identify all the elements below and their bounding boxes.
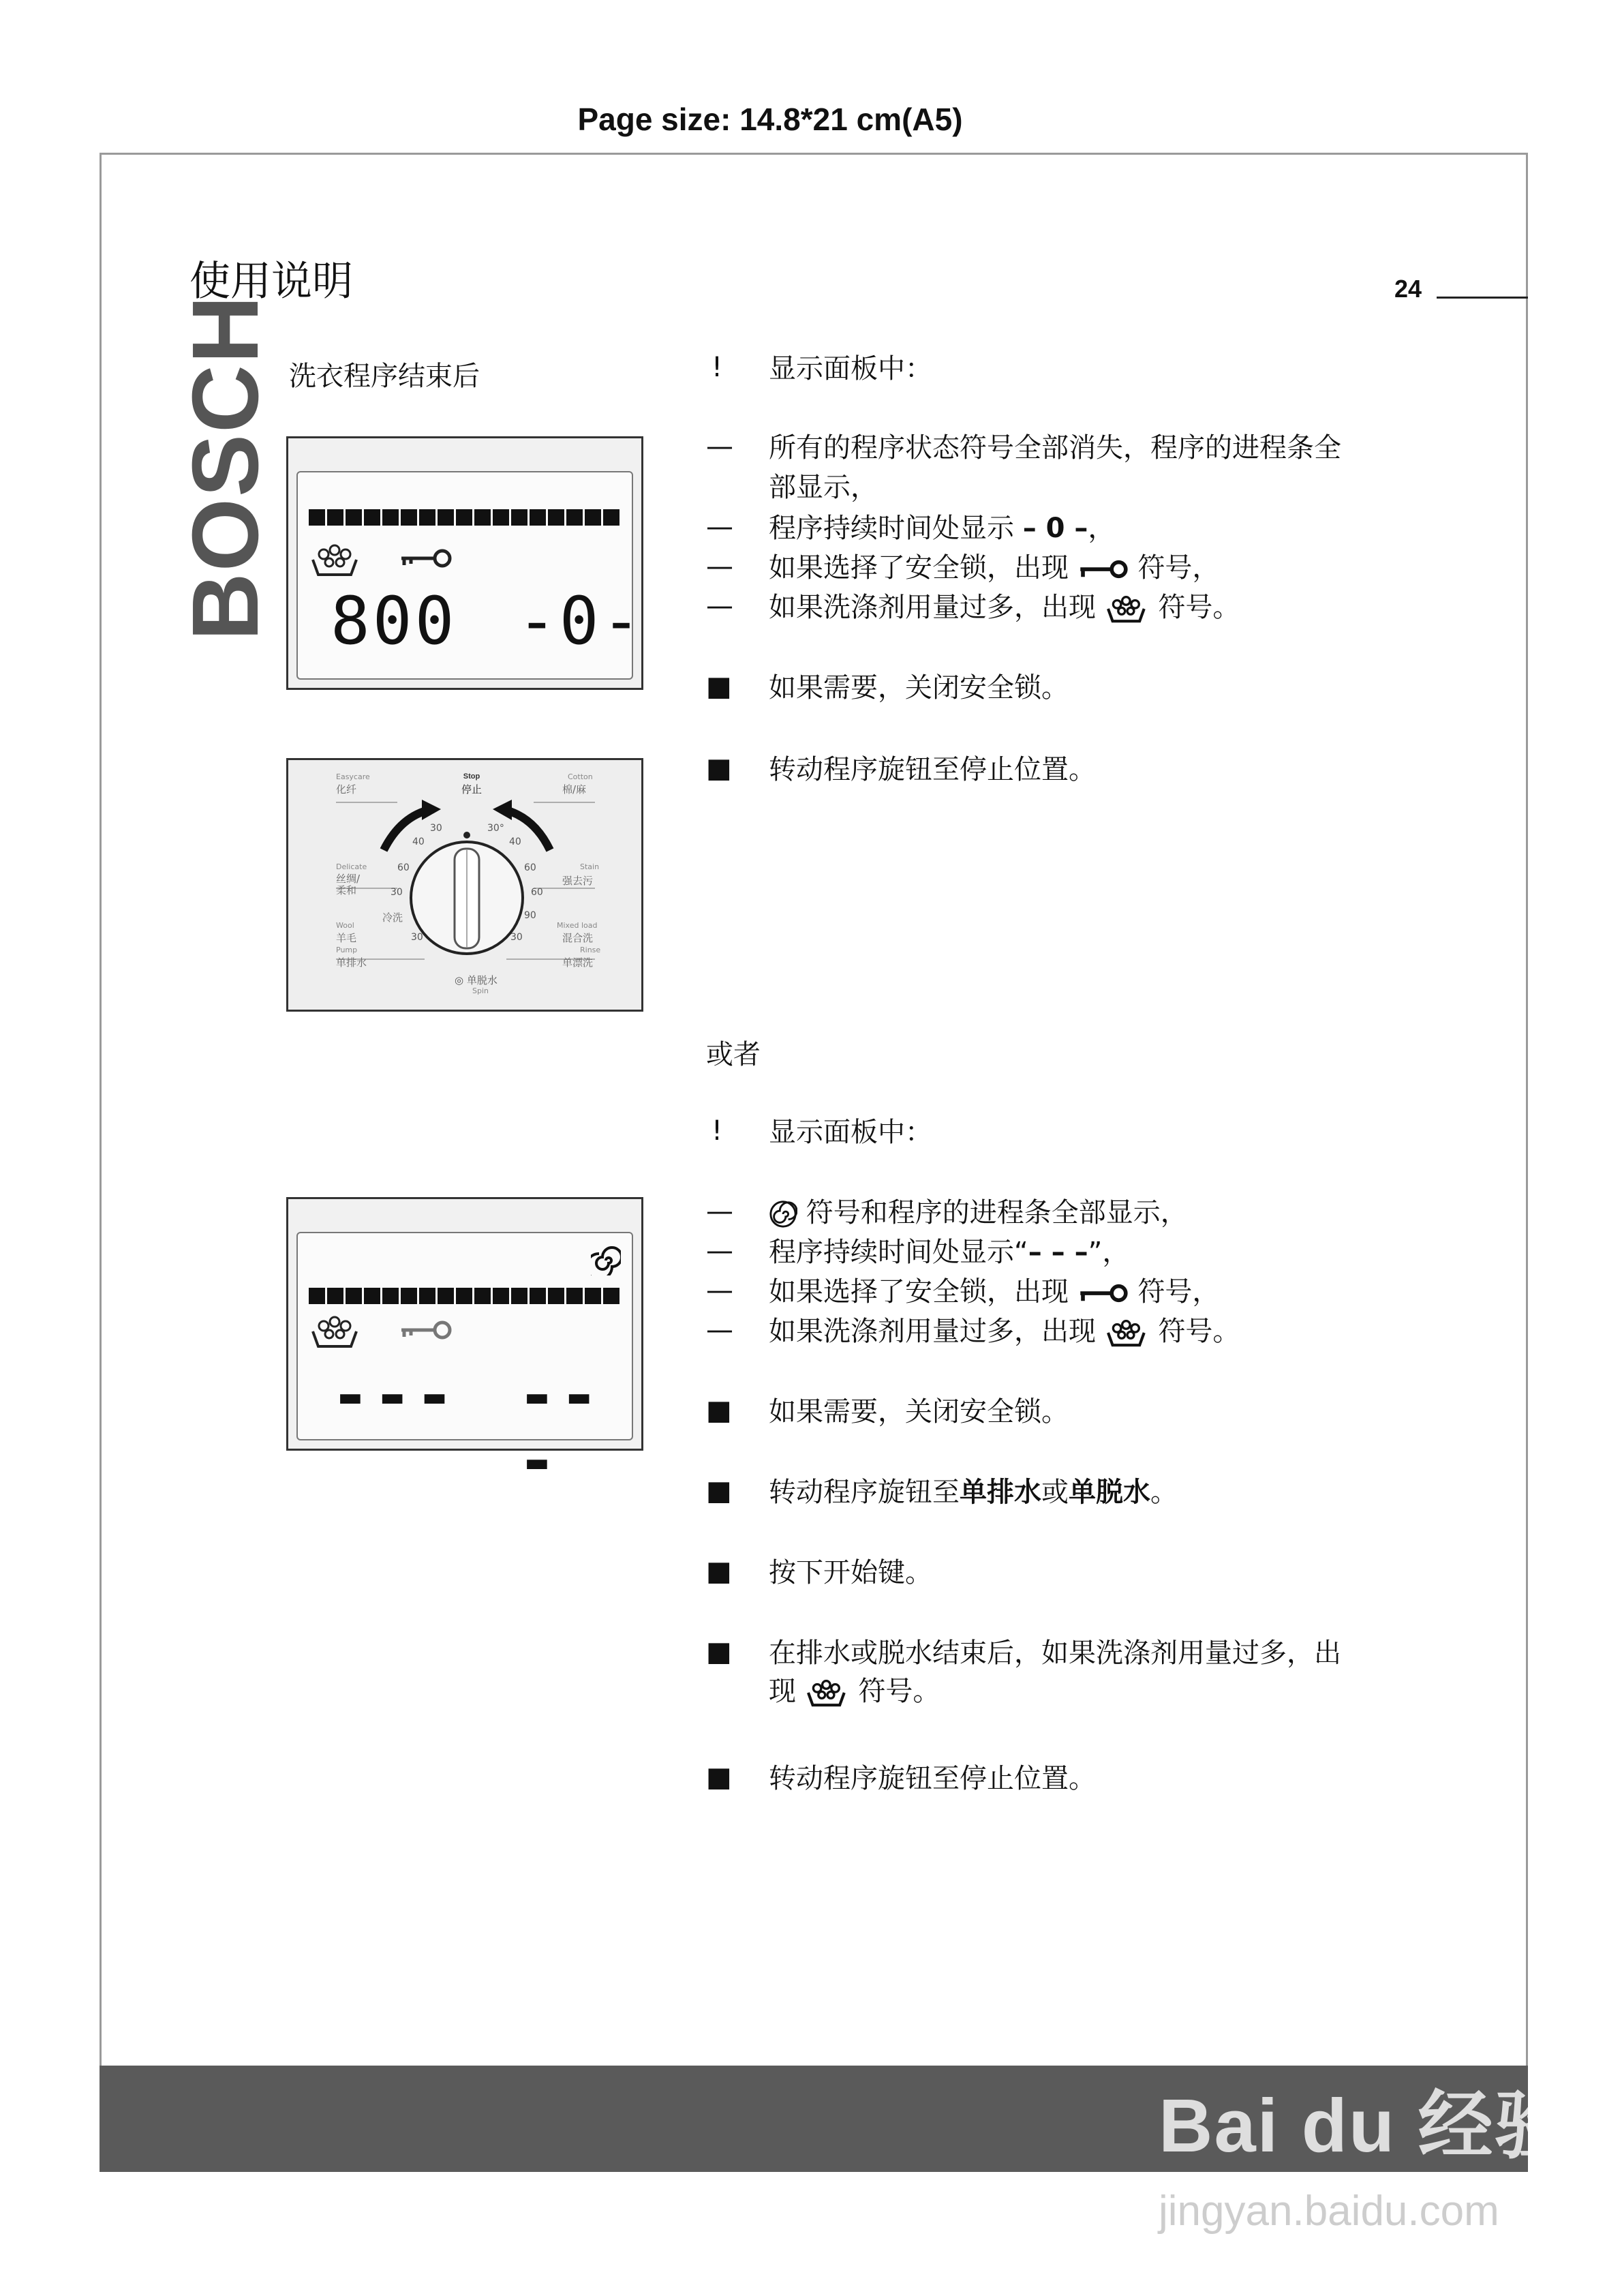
bullet-marker: ■ <box>706 1475 732 1507</box>
list-item <box>769 588 1240 627</box>
list-item <box>769 509 1115 548</box>
list-item-text: 符号， <box>1137 552 1220 584</box>
foam-icon-alt <box>309 1312 363 1350</box>
dial-mixed-cn: 混合洗 <box>562 932 594 944</box>
list-item-text: 符号。 <box>1158 1316 1240 1347</box>
list-item: 所有的程序状态符号全部消失，程序的进程条全 <box>769 432 1341 464</box>
dial-pump-cn: 单排水 <box>336 956 367 969</box>
lcd-screen <box>296 471 644 680</box>
step-text: 符号。 <box>858 1676 940 1707</box>
dial-stop-en: Stop <box>463 772 480 781</box>
lcd-speed-value-alt: --- <box>331 1357 457 1434</box>
list-item-text: ， <box>1088 513 1116 544</box>
lcd-time-value-alt: --- <box>517 1357 602 1499</box>
key-icon <box>1077 559 1129 579</box>
list-item-text: 符号和程序的进程条全部显示， <box>806 1197 1188 1228</box>
step-item-cont <box>769 1672 940 1711</box>
dial-stain-en: Stain <box>580 862 600 871</box>
dash-marker: — <box>706 1196 733 1227</box>
page-number: 24 <box>1394 275 1422 303</box>
step-item: 如果需要，关闭安全锁。 <box>769 672 1069 704</box>
dial-cotton-cn: 棉/麻 <box>562 783 587 796</box>
watermark-brand: Bai du 经验 <box>1159 2084 1571 2168</box>
dial-cotton-en: Cotton <box>568 772 593 781</box>
dial-temp-r90: 90 <box>524 910 536 921</box>
list-item <box>769 1233 1129 1272</box>
notice-marker: ! <box>711 352 723 383</box>
section-subheading: 洗衣程序结束后 <box>289 361 480 392</box>
dial-temp-r40: 40 <box>509 836 521 847</box>
dial-temp-l30c: 30 <box>411 932 423 943</box>
list-item-text: 如果选择了安全锁，出现 <box>769 552 1069 584</box>
step-text: 转动程序旋钮至 <box>769 1477 960 1508</box>
dial-temp-r30b: 30 <box>510 932 523 943</box>
dash-marker: — <box>706 1314 733 1346</box>
brand-logo: BOSCH <box>173 294 278 641</box>
list-item-text: 符号。 <box>1158 592 1240 623</box>
list-item-text: 如果选择了安全锁，出现 <box>769 1276 1069 1308</box>
progress-bar-alt <box>309 1288 621 1304</box>
list-item-text: 程序持续时间处显示“ <box>769 1237 1028 1268</box>
dash-marker: — <box>706 551 733 582</box>
bullet-marker: ■ <box>706 1556 732 1587</box>
dial-spin-cn <box>455 973 509 987</box>
step-item <box>769 1472 1178 1512</box>
foam-icon <box>805 1676 850 1710</box>
list-item-text: 符号， <box>1137 1276 1220 1308</box>
key-icon <box>1077 1283 1129 1303</box>
key-icon <box>399 547 453 569</box>
dial-easycare-en: Easycare <box>336 772 370 781</box>
dial-temp-l60: 60 <box>397 862 410 873</box>
program-dial-panel <box>286 758 643 1012</box>
step-text: 现 <box>769 1676 796 1707</box>
step-item: 转动程序旋钮至停止位置。 <box>769 754 1096 785</box>
spiral-icon <box>591 1245 621 1275</box>
dash-marker: — <box>706 1235 733 1267</box>
dial-easycare-cn: 化纤 <box>336 783 357 796</box>
bullet-marker: ■ <box>706 1762 732 1793</box>
step-text: 或 <box>1041 1477 1069 1508</box>
dial-stop-cn: 停止 <box>461 783 482 796</box>
lcd-speed-value: 800 <box>331 583 457 659</box>
step-item: 转动程序旋钮至停止位置。 <box>769 1763 1096 1794</box>
bullet-marker: ■ <box>706 671 732 702</box>
spiral-icon <box>769 1200 797 1228</box>
step-item: 在排水或脱水结束后，如果洗涤剂用量过多，出 <box>769 1637 1341 1669</box>
notice-marker: ! <box>711 1115 723 1147</box>
bullet-marker: ■ <box>706 753 732 784</box>
spin-icon: ◎ <box>455 974 464 986</box>
lcd-screen-alt <box>296 1232 633 1499</box>
step-item: 按下开始键。 <box>769 1557 932 1588</box>
list-item-text: ”， <box>1088 1237 1130 1268</box>
list-item-bold: – – – <box>1028 1237 1088 1268</box>
page-size-note: Page size: 14.8*21 cm(A5) <box>577 102 963 137</box>
step-item: 如果需要，关闭安全锁。 <box>769 1396 1069 1428</box>
dial-spin-cn-text: 单脱水 <box>466 974 498 986</box>
dial-wool-cn: 羊毛 <box>336 932 357 944</box>
list-item-text: 如果洗涤剂用量过多，出现 <box>769 1316 1096 1347</box>
list-item <box>769 548 1219 588</box>
bullet-marker: ■ <box>706 1636 732 1667</box>
foam-icon <box>1105 592 1150 626</box>
dial-rinse-cn: 单漂洗 <box>562 956 594 969</box>
dial-temp-r60b: 60 <box>531 887 543 898</box>
dial-wool-en: Wool <box>336 921 354 930</box>
dial-pump-en: Pump <box>336 946 358 954</box>
dash-marker: — <box>706 511 733 543</box>
dial-cold-cn: 冷洗 <box>382 911 403 924</box>
dial-temp-l30a: 30 <box>430 823 442 834</box>
step-bold: 单排水 <box>960 1477 1041 1508</box>
dial-spin-en: Spin <box>472 986 489 995</box>
list-item-text: 如果洗涤剂用量过多，出现 <box>769 592 1096 623</box>
dial-temp-l30b: 30 <box>391 887 403 898</box>
watermark-url: jingyan.baidu.com <box>1159 2188 1499 2235</box>
list-item-cont: 部显示， <box>769 472 878 503</box>
list-item <box>769 1272 1219 1312</box>
key-icon-alt <box>399 1319 453 1341</box>
list-item-bold: – 0 – <box>1022 513 1088 544</box>
foam-icon <box>309 541 363 579</box>
foam-icon <box>1105 1316 1150 1350</box>
list-item <box>769 1193 1188 1233</box>
or-label: 或者 <box>706 1039 761 1070</box>
step-bold: 单脱水 <box>1069 1477 1150 1508</box>
dial-temp-r60a: 60 <box>524 862 536 873</box>
step-text: 。 <box>1150 1477 1178 1508</box>
list-item <box>769 1312 1240 1351</box>
page-title: 使用说明 <box>189 258 353 305</box>
progress-bar <box>309 509 621 526</box>
bullet-marker: ■ <box>706 1395 732 1426</box>
dial-rinse-en: Rinse <box>580 946 601 954</box>
dial-stain-cn: 强去污 <box>562 875 594 887</box>
dial-delicate-cn: 丝绸/柔和 <box>336 873 361 896</box>
dial-delicate-en: Delicate <box>336 862 367 871</box>
dash-marker: — <box>706 431 733 462</box>
dial-temp-l40: 40 <box>412 836 425 847</box>
dash-marker: — <box>706 1275 733 1306</box>
dial-mixed-en: Mixed load <box>557 921 598 930</box>
notice-text: 显示面板中： <box>769 1117 932 1148</box>
page-number-rule <box>1437 297 1528 299</box>
display-panel-alt <box>286 1197 643 1499</box>
display-panel-end <box>286 436 643 690</box>
lcd-time-value: -0- <box>517 583 644 659</box>
list-item-text: 程序持续时间处显示 <box>769 513 1023 544</box>
notice-text: 显示面板中： <box>769 353 932 384</box>
dash-marker: — <box>706 590 733 622</box>
dial-temp-r30: 30° <box>487 823 504 834</box>
